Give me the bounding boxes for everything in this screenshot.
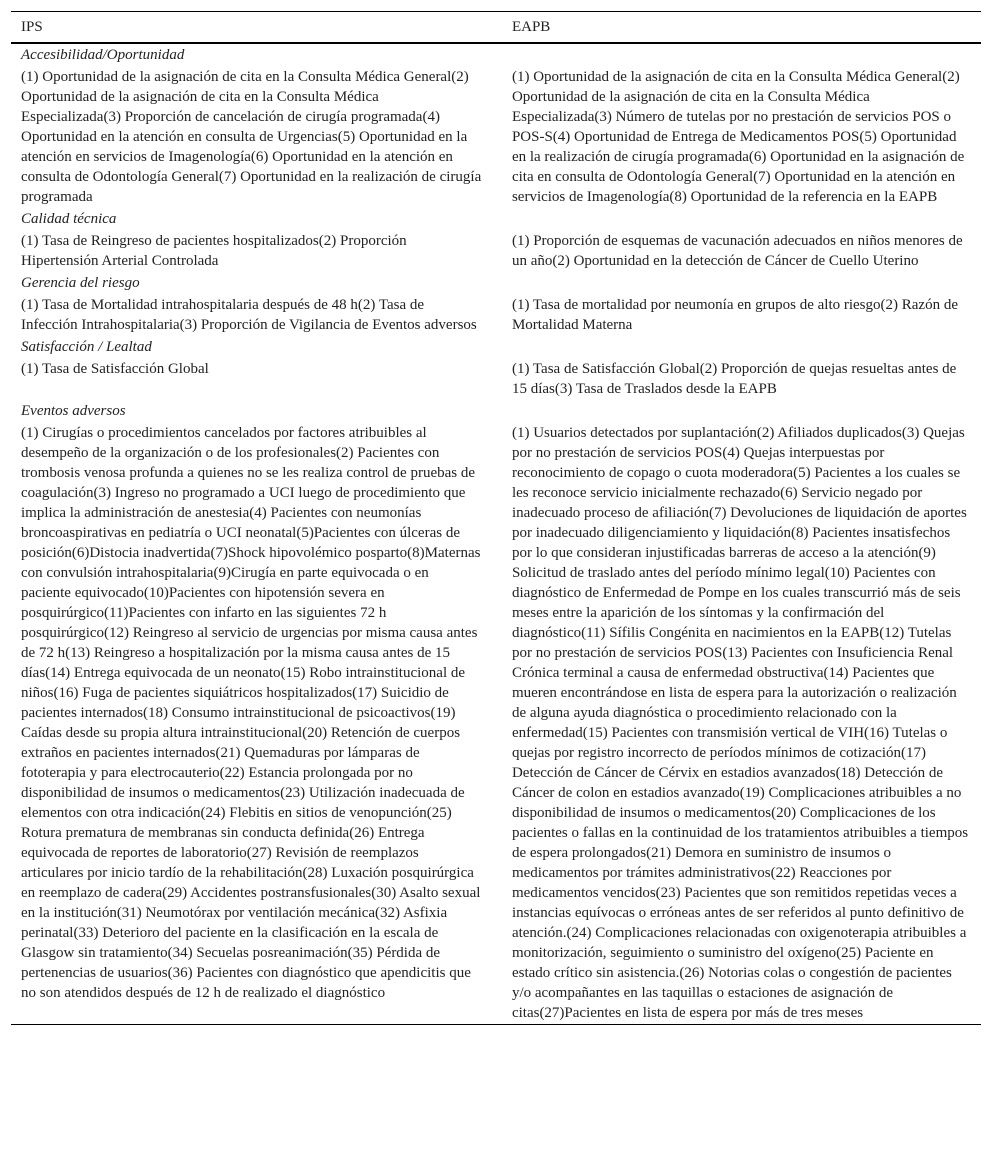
ips-cell: (1) Tasa de Mortalidad intrahospitalaria después de 48 h(2) Tasa de Infección Intrahospitalaria(3) Proporción de Vigilancia de Eventos adversos — [21, 297, 477, 333]
ips-cell: (1) Tasa de Satisfacción Global — [21, 361, 209, 377]
header-ips: IPS — [21, 19, 43, 35]
ips-cell: (1) Tasa de Reingreso de pacientes hospitalizados(2) Proporción Hipertensión Arterial Controlada — [21, 233, 407, 269]
category-row — [11, 208, 981, 230]
category-row — [11, 400, 981, 422]
table-row — [11, 422, 981, 1025]
table-row — [11, 358, 981, 400]
category-title: Gerencia del riesgo — [21, 275, 140, 291]
table-row — [11, 294, 981, 336]
eapb-cell: (1) Tasa de Satisfacción Global(2) Proporción de quejas resueltas antes de 15 días(3) Tasa de Traslados desde la EAPB — [511, 361, 957, 397]
ips-cell: (1) Cirugías o procedimientos cancelados por factores atribuibles al desempeño de la organización o de los profesionales(2) Pacientes con trombosis venosa profunda a quienes no se les realiza control de pruebas de coagulación(3) Ingreso no programado a UCI luego de procedimiento que implica la administración de anestesia(4) Pacientes con neumonías broncoaspirativas en pediatría o UCI neonatal(5)Pacientes con úlceras de posición(6)Distocia inadvertida(7)Shock hipovolémico posparto(8)Maternas con convulsión intrahospitalaria(9)Cirugía en parte equivocada o en paciente equivocado(10)Pacientes con hipotensión severa en posquirúrgico(11)Pacientes con infarto en las siguientes 72 h posquirúrgico(12) Reingreso al servicio de urgencias por misma causa antes de 72 h(13) Reingreso a hospitalización por la misma causa antes de 15 días(14) Entrega equivocada de un neonato(15) Robo intrainstitucional de niños(16) Fuga de pacientes siquiátricos hospitalizados(17) Suicidio de pacientes internados(18) Consumo intrainstitucional de psicoactivos(19) Caídas desde su propia altura intrainstitucional(20) Retención de cuerpos extraños en pacientes internados(21) Quemaduras por lámparas de fototerapia y para electrocauterio(22) Estancia prolongada por no disponibilidad de insumos o medicamentos(23) Utilización inadecuada de elementos con otra indicación(24) Flebitis en sitios de venopunción(25) Rotura prematura de membranas sin conducta definida(26) Entrega equivocada de reportes de laboratorio(27) Revisión de reemplazos articulares por inicio tardío de la rehabilitación(28) Luxación posquirúrgica en reemplazo de cadera(29) Accidentes postransfusionales(30) Asalto sexual en la institución(31) Neumotórax por ventilación mecánica(32) Asfixia perinatal(33) Deterioro del paciente en la clasificación en la escala de Glasgow sin tratamiento(34) Secuelas posreanimación(35) Pérdida de pertenencias de usuarios(36) Pacientes con diagnóstico que apendicitis que no son atendidos después de 12 h de realizado el diagnóstico — [21, 425, 481, 1001]
ips-cell: (1) Oportunidad de la asignación de cita en la Consulta Médica General(2) Oportunidad de la asignación de cita en la Consulta Médica Especializada(3) Proporción de cancelación de cirugía programada(4) Oportunidad en la atención en consulta de Urgencias(5) Oportunidad en la atención en servicios de Imagenología(6) Oportunidad en la atención en consulta de Odontología General(7) Oportunidad en la realización de cirugía programada — [21, 69, 482, 205]
category-title: Satisfacción / Lealtad — [21, 339, 152, 355]
table-row — [11, 66, 981, 208]
category-row — [11, 336, 981, 358]
header-eapb: EAPB — [511, 19, 551, 35]
table-header-row — [11, 12, 981, 44]
eapb-cell: (1) Usuarios detectados por suplantación(2) Afiliados duplicados(3) Quejas por no prestación de servicios POS(4) Quejas interpuestas por reconocimiento de copago o cuota moderadora(5) Pacientes a los cuales se les reconoce servicio inicialmente rechazado(6) Servicio negado por inadecuado proceso de afiliación(7) Devoluciones de liquidación de aportes por inadecuado diligenciamiento y liquidación(8) Pacientes insatisfechos por lo que consideran injustificadas barreras de acceso a la atención(9) Solicitud de traslado antes del período mínimo legal(10) Pacientes con diagnóstico de Enfermedad de Pompe en los cuales transcurrió más de seis meses entre la aparición de los síntomas y la confirmación del diagnóstico(11) Sífilis Congénita en nacimientos en la EAPB(12) Tutelas por no prestación de servicios POS(13) Pacientes con Insuficiencia Renal Crónica terminal a causa de enfermedad obstructiva(14) Pacientes que mueren encontrándose en lista de espera para la autorización o realización de alguna ayuda diagnóstica o procedimiento relacionado con la enfermedad(15) Pacientes con transmisión vertical de VIH(16) Tutelas o quejas por registro incorrecto de períodos mínimos de cotización(17) Detección de Cáncer de Cérvix en estadios avanzados(18) Detección de Cáncer de colon en estadios avanzado(19) Complicaciones atribuibles a no disponibilidad de insumos o medicamentos(20) Complicaciones de los pacientes o fallas en la continuidad de los tratamientos atribuibles a tiempos de espera prolongados(21) Demora en suministro de insumos o medicamentos por trámites administrativos(22) Reacciones por medicamentos vencidos(23) Pacientes que son remitidos repetidas veces a instancias equívocas o erróneas antes de ser referidos al punto definitivo de atención.(24) Complicaciones relacionadas con oxigenoterapia atribuibles a monitorización, seguimiento o suministro del oxígeno(25) Paciente en estado crítico sin asistencia.(26) Notorias colas o congestión de pacientes y/o acompañantes en las taquillas o estaciones de asignación de citas(27)Pacientes en lista de espera por más de tres meses — [511, 425, 969, 1021]
category-title: Accesibilidad/Oportunidad — [21, 47, 185, 63]
eapb-cell: (1) Tasa de mortalidad por neumonía en grupos de alto riesgo(2) Razón de Mortalidad Materna — [511, 297, 958, 333]
category-title: Calidad técnica — [21, 211, 117, 227]
category-title: Eventos adversos — [21, 403, 126, 419]
table-row — [11, 230, 981, 272]
category-row — [11, 272, 981, 294]
category-row — [11, 43, 981, 66]
eapb-cell: (1) Oportunidad de la asignación de cita en la Consulta Médica General(2) Oportunidad de la asignación de cita en la Consulta Médica Especializada(3) Número de tutelas por no prestación de servicios POS o POS-S(4) Oportunidad de Entrega de Medicamentos POS(5) Oportunidad en la realización de cirugía programada(6) Oportunidad en la asignación de cita en consulta de Odontología General(7) Oportunidad en la atención en servicios de Imagenología(8) Oportunidad de la referencia en la EAPB — [511, 69, 965, 205]
eapb-cell: (1) Proporción de esquemas de vacunación adecuados en niños menores de un año(2) Oportunidad en la detección de Cáncer de Cuello Uterino — [511, 233, 963, 269]
indicators-table — [11, 11, 981, 1025]
